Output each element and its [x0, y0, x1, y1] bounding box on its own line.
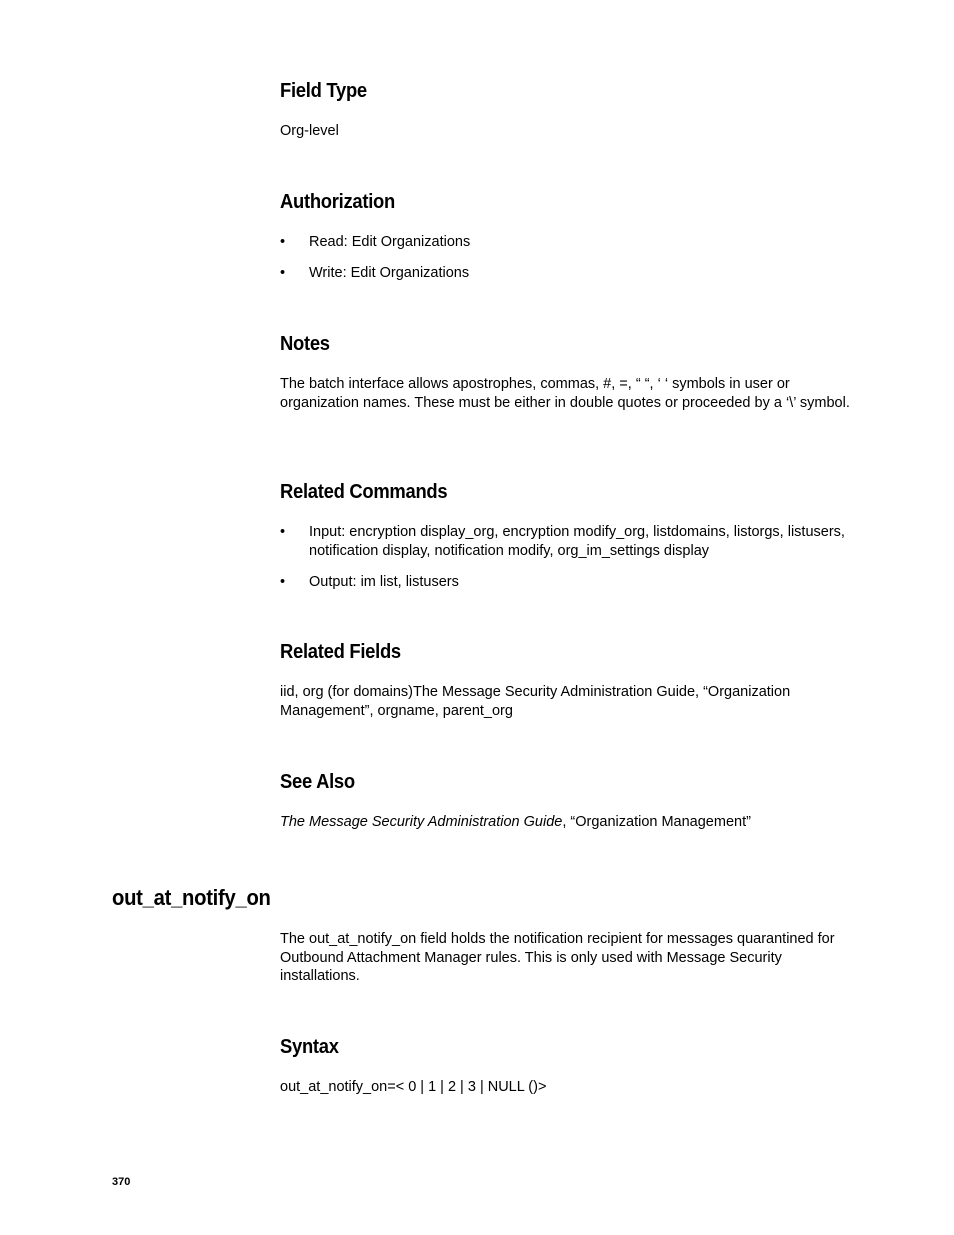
field-type-text: Org-level — [280, 123, 339, 139]
bullet-text: Write: Edit Organizations — [309, 265, 470, 281]
bullet-dot: • — [280, 574, 286, 590]
notes-text: The batch interface allows apostrophes, commas, #, =, “ “, ‘ ‘ symbols in user or organization names. These must be either in double quotes or proceeded by a ‘\’ symbol. — [280, 376, 850, 411]
bullet-text: Output: im list, listusers — [309, 574, 459, 590]
authorization-heading: Authorization — [280, 191, 395, 213]
see-also-rest: , “Organization Management” — [562, 814, 751, 830]
bullet-dot: • — [280, 234, 286, 250]
field-type-heading: Field Type — [280, 80, 367, 102]
related-commands-bullet-input — [280, 523, 850, 560]
page-number: 370 — [112, 1176, 131, 1188]
bullet-text: Read: Edit Organizations — [309, 234, 471, 250]
syntax-heading: Syntax — [280, 1036, 339, 1058]
bullet-dot: • — [280, 265, 286, 281]
field-entry-description: The out_at_notify_on field holds the notification recipient for messages quarantined for Outbound Attachment Manager rules. This is only used with Message Security installations. — [280, 931, 835, 984]
bullet-dot: • — [280, 524, 286, 540]
authorization-bullet-read — [280, 233, 850, 252]
related-fields-text: iid, org (for domains)The Message Security Administration Guide, “Organization Management”, orgname, parent_org — [280, 684, 791, 719]
related-commands-heading: Related Commands — [280, 481, 448, 503]
authorization-bullet-write — [280, 264, 850, 283]
related-commands-bullet-output — [280, 573, 850, 592]
see-also-guide-title: The Message Security Administration Guide — [280, 814, 563, 830]
bullet-text: Input: encryption display_org, encryption modify_org, listdomains, listorgs, listusers, notification display, notification modify, org_im_settings display — [309, 524, 845, 559]
related-fields-heading: Related Fields — [280, 641, 401, 663]
see-also-heading: See Also — [280, 771, 355, 793]
syntax-text: out_at_notify_on=< 0 | 1 | 2 | 3 | NULL ()> — [280, 1079, 547, 1095]
field-entry-title: out_at_notify_on — [112, 885, 271, 910]
see-also-text — [280, 813, 850, 832]
notes-heading: Notes — [280, 333, 330, 355]
